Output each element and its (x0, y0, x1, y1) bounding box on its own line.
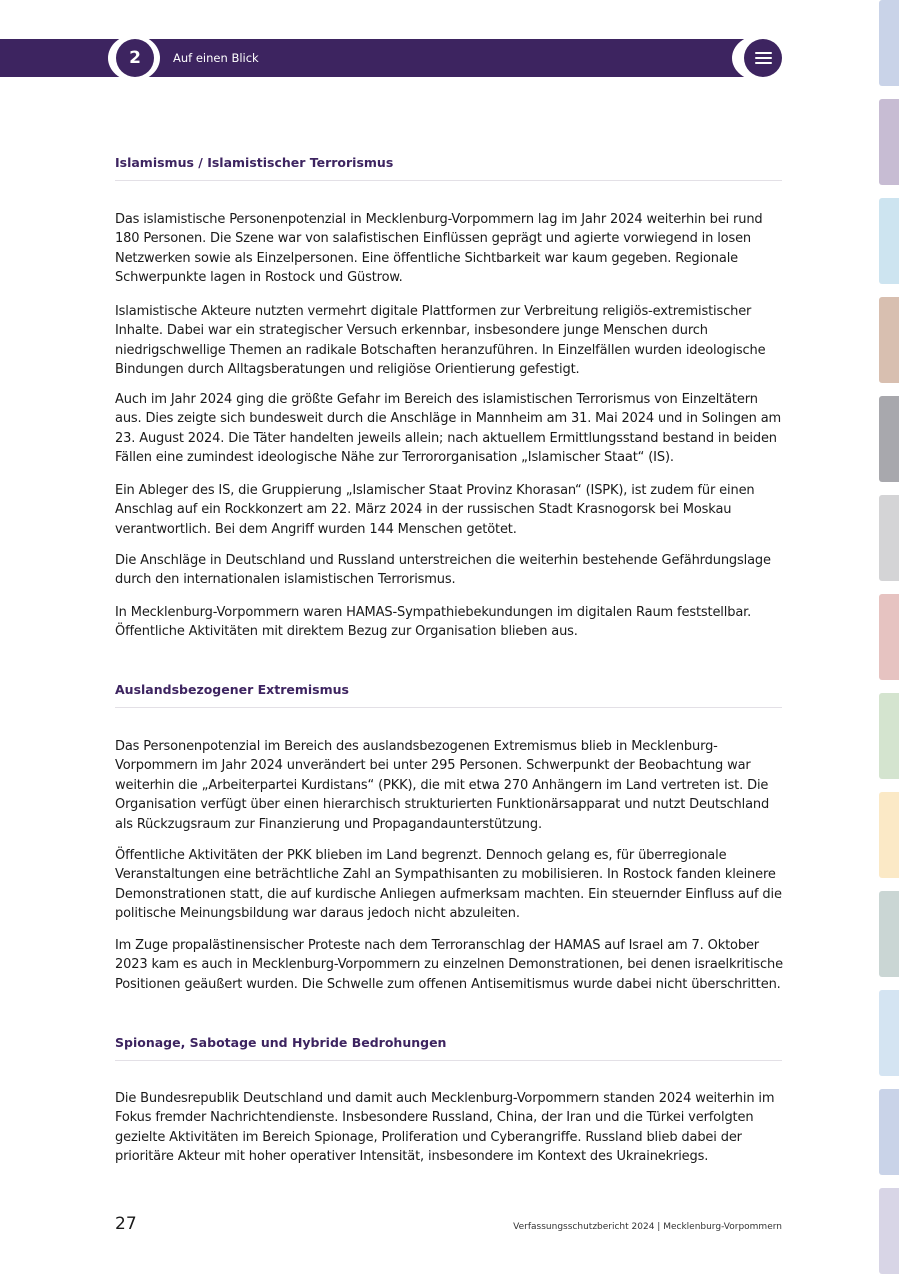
hamburger-menu-icon-line (755, 57, 772, 59)
paragraph: Das islamistische Personenpotenzial in Mecklenburg-Vorpommern lag im Jahr 2024 weiterhin bei rund 180 Personen. Die Szene war von salafistischen Einflüssen geprägt und agierte vorwiegend in losen Netzwerken sowie als Einzelpersonen. Eine öffentliche Sichtbarkeit war kaum gegeben. Regionale Schwerpunkte lagen in Rostock und Güstrow. (115, 212, 763, 286)
paragraph: Im Zuge propalästinensischer Proteste nach dem Terroranschlag der HAMAS auf Israel am 7. Oktober 2023 kam es auch in Mecklenburg-Vorpommern zu einzelnen Demonstrationen, bei denen israelkritische Positionen geäußert wurden. Die Schwelle zum offenen Antisemitismus wurde dabei nicht überschritten. (115, 938, 783, 992)
chapter-tab-6[interactable] (879, 495, 899, 581)
paragraph: Auch im Jahr 2024 ging die größte Gefahr im Bereich des islamistischen Terrorismus von Einzeltätern aus. Dies zeigte sich bundesweit durch die Anschläge in Mannheim am 31. Mai 2024 und in Solingen am 23. August 2024. Die Täter handelten jeweils allein; nach aktuellem Ermittlungsstand bestand in beiden Fällen eine zumindest ideologische Nähe zur Terrororganisation „Islamischer Staat“ (IS). (115, 392, 782, 466)
chapter-tab-13[interactable] (879, 1188, 899, 1274)
menu-button[interactable] (744, 39, 782, 77)
section-heading-auslandsbezogener-extremismus: Auslandsbezogener Extremismus (115, 682, 782, 708)
chapter-number-badge: 2 (116, 39, 154, 77)
chapter-tab-12[interactable] (879, 1089, 899, 1175)
hamburger-menu-icon-line (755, 62, 772, 64)
section-heading-spionage: Spionage, Sabotage und Hybride Bedrohungen (115, 1035, 782, 1061)
chapter-tab-11[interactable] (879, 990, 899, 1076)
paragraph: Die Bundesrepublik Deutschland und damit auch Mecklenburg-Vorpommern standen 2024 weiterhin im Fokus fremder Nachrichtendienste. Insbesondere Russland, China, der Iran und die Türkei verfolgten gezielte Aktivitäten im Bereich Spionage, Proliferation und Cyberangriffe. Russland blieb dabei der prioritäre Akteur mit hoher operativer Intensität, insbesondere im Kontext des Ukrainekriegs. (115, 1091, 775, 1165)
page-number: 27 (115, 1214, 137, 1234)
chapter-tab-9[interactable] (879, 792, 899, 878)
chapter-tab-4[interactable] (879, 297, 899, 383)
hamburger-menu-icon (755, 52, 772, 54)
paragraph: Ein Ableger des IS, die Gruppierung „Islamischer Staat Provinz Khorasan“ (ISPK), ist zudem für einen Anschlag auf ein Rockkonzert am 22. März 2024 in der russischen Stadt Krasnogorsk bei Moskau verantwortlich. Bei dem Angriff wurden 144 Menschen getötet. (115, 483, 755, 537)
chapter-tabs (879, 0, 899, 1272)
chapter-tab-7[interactable] (879, 594, 899, 680)
chapter-tab-8[interactable] (879, 693, 899, 779)
chapter-tab-5[interactable] (879, 396, 899, 482)
paragraph: Die Anschläge in Deutschland und Russland unterstreichen die weiterhin bestehende Gefährdungslage durch den internationalen islamistischen Terrorismus. (115, 553, 771, 588)
chapter-tab-1[interactable] (879, 0, 899, 86)
paragraph: Islamistische Akteure nutzten vermehrt digitale Plattformen zur Verbreitung religiös-extremistischer Inhalte. Dabei war ein strategischer Versuch erkennbar, insbesondere junge Menschen durch niedrigschwellige Themen an radikale Botschaften heranzuführen. In Einzelfällen wurden ideologische Bindungen durch Alltagsberatungen und religiöse Orientierung gefestigt. (115, 304, 766, 378)
chapter-tab-3[interactable] (879, 198, 899, 284)
paragraph: Öffentliche Aktivitäten der PKK blieben im Land begrenzt. Dennoch gelang es, für überregionale Veranstaltungen eine beträchtliche Zahl an Sympathisanten zu mobilisieren. In Rostock fanden kleinere Demonstrationen statt, die auf kurdische Anliegen aufmerksam machten. Ein steuernder Einfluss auf die politische Meinungsbildung war daraus jedoch nicht abzuleiten. (115, 848, 782, 922)
chapter-title: Auf einen Blick (173, 51, 259, 65)
section-heading-islamismus: Islamismus / Islamistischer Terrorismus (115, 155, 782, 181)
paragraph: In Mecklenburg-Vorpommern waren HAMAS-Sympathiebekundungen im digitalen Raum feststellbar. Öffentliche Aktivitäten mit direktem Bezug zur Organisation blieben aus. (115, 605, 752, 640)
paragraph: Das Personenpotenzial im Bereich des auslandsbezogenen Extremismus blieb in Mecklenburg-Vorpommern im Jahr 2024 unverändert bei unter 295 Personen. Schwerpunkt der Beobachtung war weiterhin die „Arbeiterpartei Kurdistans“ (PKK), die mit etwa 270 Anhängern im Land vertreten ist. Die Organisation verfügt über einen hierarchisch strukturierten Funktionärsapparat und nutzt Deutschland als Rückzugsraum zur Finanzierung und Propagandaunterstützung. (115, 739, 770, 832)
chapter-tab-2[interactable] (879, 99, 899, 185)
footer-source: Verfassungsschutzbericht 2024 | Mecklenburg-Vorpommern (513, 1222, 782, 1232)
chapter-tab-10[interactable] (879, 891, 899, 977)
